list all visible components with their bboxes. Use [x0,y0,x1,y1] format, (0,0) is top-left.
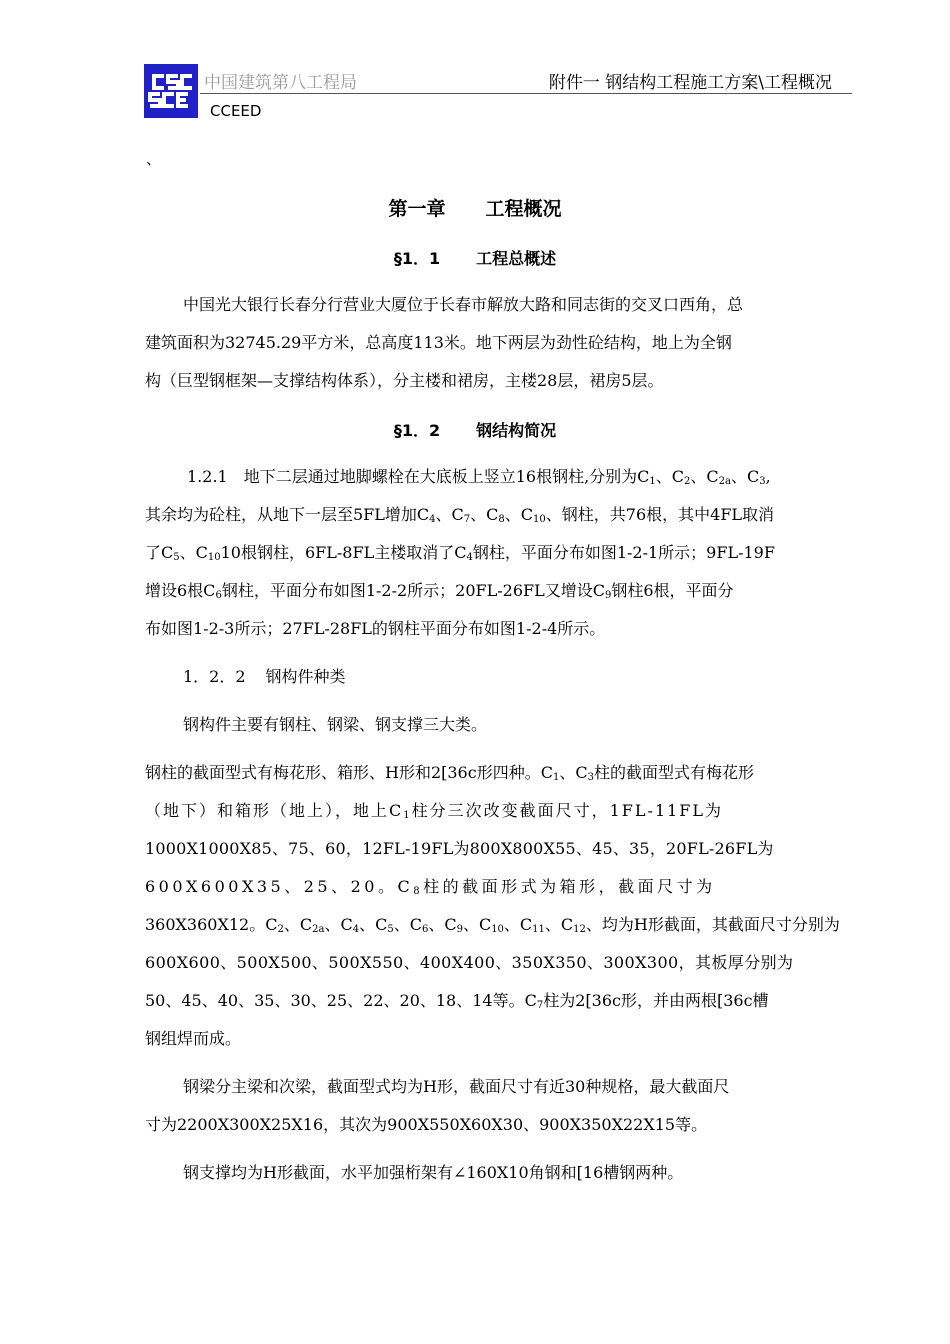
chapter-number: 第一章 [388,198,446,220]
subsection-title: 钢构件种类 [265,667,346,686]
header-rule [200,93,852,94]
p7-line: 钢支撑均为H形截面，水平加强桁架有∠160X10角钢和[16槽钢两种。 [183,1163,684,1182]
section-title: 工程总概述 [476,249,557,268]
document-title: 附件一 钢结构工程施工方案\工程概况 [548,73,832,93]
p5-line-5: 360X360X12。$C_2$、$C_{2a}$、$C_4$、$C_5$、$C_6$、$C_9$、$C_{10}$、$C_{11}$、$C_{12}$、均为H形截面，其截面尺寸分别为 [145,915,840,935]
p2-line-5: 布如图1-2-3所示；27FL-28FL的钢柱平面分布如图1-2-4所示。 [145,619,606,638]
section-heading-1-1 [0,246,950,269]
stray-mark: 、 [146,150,162,168]
company-logo [144,64,198,118]
p1-line-2: 建筑面积为32745.29平方米，总高度113米。地下两层为劲性砼结构，地上为全钢 [145,333,732,352]
p5-line-4: 600X600X35、25、20。$C_8$柱的截面形式为箱形，截面尺寸为 [145,877,716,897]
p2-line-2: 其余均为砼柱，从地下一层至5FL增加$C_4$、$C_7$、$C_8$、$C_{10}$、钢柱，共76根，其中4FL取消 [145,505,775,525]
p5-line-8: 钢组焊而成。 [145,1029,242,1048]
p5-line-3: 1000X1000X85、75、60，12FL-19FL为800X800X55、45、35，20FL-26FL为 [145,839,774,858]
chapter-heading [0,194,950,221]
p5-line-7: 50、45、40、35、30、25、22、20、18、14等。$C_7$柱为2[36c形，并由两根[36c槽 [145,991,769,1011]
p2-line-1: 1.2.1 地下二层通过地脚螺栓在大底板上竖立16根钢柱,分别为$C_1$、$C_2$、$C_{2a}$、$C_3$, [187,467,771,487]
p4-line: 钢构件主要有钢柱、钢梁、钢支撑三大类。 [183,715,488,734]
subsection-number: 1．2．2 [183,667,246,686]
p1-line-1: 中国光大银行长春分行营业大厦位于长春市解放大路和同志街的交叉口西角，总 [183,295,744,314]
subsection-1-2-2 [183,664,346,687]
cscec-logo-icon [144,64,198,118]
section-heading-1-2 [0,418,950,441]
p2-line-3: 了$C_5$、$C_{10}10$根钢柱，6FL-8FL主楼取消了$C_4$钢柱，平面分布如图1-2-1所示；9FL-19F [145,543,775,563]
p6-line-2: 寸为2200X300X25X16，其次为900X550X60X30、900X350X22X15等。 [145,1115,708,1134]
chapter-title: 工程概况 [485,198,562,220]
p2-line-4: 增设6根$C_6$钢柱，平面分布如图1-2-2所示；20FL-26FL又增设$C_9$钢柱6根，平面分 [145,581,734,601]
p5-line-2: （地下）和箱形（地上），地上$C_1$柱分三次改变截面尺寸，1FL-11FL为 [145,801,724,821]
p1-line-3: 构（巨型钢框架—支撑结构体系），分主楼和裙房，主楼28层，裙房5层。 [145,371,664,390]
company-name: 中国建筑第八工程局 [204,73,357,93]
section-number: §1．1 [393,249,441,268]
section-number: §1．2 [393,421,441,440]
company-abbreviation: CCEED [210,102,262,120]
p5-line-1: 钢柱的截面型式有梅花形、箱形、H形和2[36c形四种。$C_1$、$C_3$柱的截面型式有梅花形 [145,763,754,783]
section-title: 钢结构简况 [476,421,557,440]
p5-line-6: 600X600、500X500、500X550、400X400、350X350、300X300，其板厚分别为 [145,953,794,972]
p6-line-1: 钢梁分主梁和次梁，截面型式均为H形，截面尺寸有近30种规格，最大截面尺 [183,1077,730,1096]
